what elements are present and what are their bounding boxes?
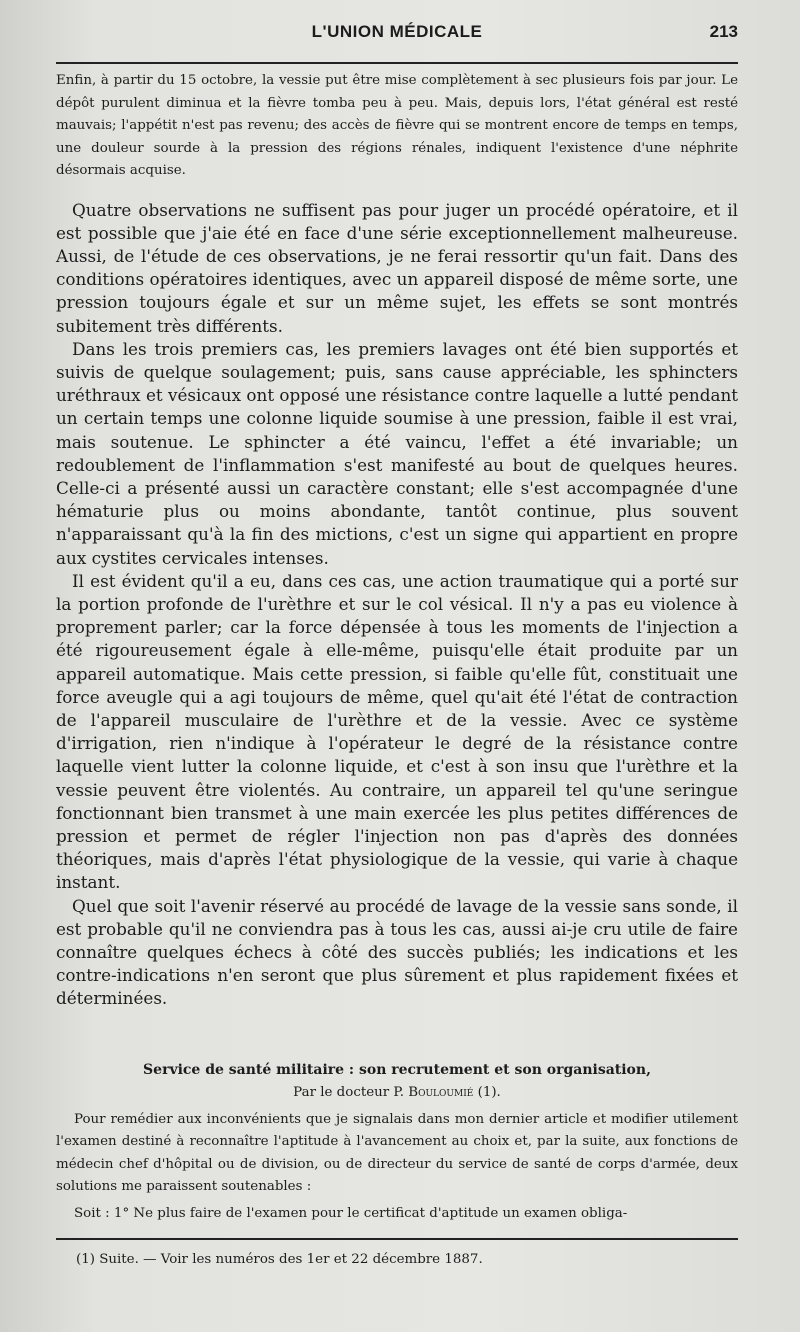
byline [56, 1081, 738, 1105]
byline-author: Bouloumié [408, 1084, 474, 1100]
body-paragraph: Quatre observations ne suffisent pas pour juger un procédé opératoire, et il est possible que j'aie été en face d'une série exceptionnellement malheureuse. Aussi, de l'étude de ces observations, je ne ferai ressortir qu'un fait. Dans des conditions opératoires identiques, avec un appareil disposé de même sorte, une pression toujours égale et sur un même sujet, les effets se sont montrés subitement très différents. [56, 199, 738, 336]
byline-prefix: Par le docteur P. [293, 1084, 404, 1100]
intro-paragraph: Enfin, à partir du 15 octobre, la vessie put être mise complètement à sec plusieurs fois par jour. Le dépôt purulent diminua et la fièvre tomba peu à peu. Mais, depuis lors, l'état général est resté mauvais; l'appétit n'est pas revenu; des accès de fièvre qui se montrent encore de temps en temps, une douleur sourde à la pression des régions rénales, indiquent l'existence d'une néphrite désormais acquise. [56, 73, 738, 178]
body-paragraph: Il est évident qu'il a eu, dans ces cas, une action traumatique qui a porté sur la portion profonde de l'urèthre et sur le col vésical. Il n'y a pas eu violence à proprement parler; car la force dépensée à tous les moments de l'injection a été rigoureusement égale à elle-même, puisqu'elle était produite par un appareil automatique. Mais cette pression, si faible qu'elle fût, constituait une force aveugle qui a agi toujours de même, quel qu'ait été l'état de contraction de l'appareil musculaire de l'urèthre et de la vessie. Avec ce système d'irrigation, rien n'indique à l'opérateur le degré de la résistance contre laquelle vient lutter la colonne liquide, et c'est à son insu que l'urèthre et la vessie peuvent être violentés. Au contraire, un appareil tel qu'une seringue fonctionnant bien transmet à une main exercée les plus petites différences de pression et permet de régler l'injection non pas d'après des données théoriques, mais d'après l'état physiologique de la vessie, qui varie à chaque instant. [56, 570, 738, 893]
header-rule [56, 62, 738, 64]
journal-title: L'UNION MÉDICALE [311, 22, 483, 41]
page-number: 213 [709, 22, 738, 41]
footnote: (1) Suite. — Voir les numéros des 1er et 22 décembre 1887. [76, 1252, 483, 1267]
running-head [56, 22, 738, 46]
footnote-rule [56, 1238, 738, 1240]
article-body [56, 70, 738, 1225]
section-title: Service de santé militaire : son recrutement et son organisation, [143, 1061, 651, 1078]
body-paragraph: Dans les trois premiers cas, les premiers lavages ont été bien supportés et suivis de quelque soulagement; puis, sans cause appréciable, les sphincters uréthraux et vésicaux ont opposé une résistance contre laquelle a lutté pendant un certain temps une colonne liquide soumise à une pression, faible il est vrai, mais soutenue. Le sphincter a été vaincu, l'effet a été invariable; un redoublement de l'inflammation s'est manifesté au bout de quelques heures. Celle-ci a présenté aussi un caractère constant; elle s'est accompagnée d'une hématurie plus ou moins abondante, tantôt continue, plus souvent n'apparaissant qu'à la fin des mictions, c'est un signe qui appartient en propre aux cystites cervicales intenses. [56, 338, 738, 568]
section-paragraph: Pour remédier aux inconvénients que je signalais dans mon dernier article et modifier utilement l'examen destiné à reconnaître l'aptitude à l'avancement au choix et, par la suite, aux fonctions de médecin chef d'hôpital ou de division, ou de directeur du service de santé de corps d'armée, deux solutions me paraissent soutenables : [56, 1111, 738, 1195]
byline-note: (1). [477, 1084, 501, 1100]
section-paragraph: Soit : 1° Ne plus faire de l'examen pour le certificat d'aptitude un examen obliga- [74, 1205, 628, 1221]
body-paragraph: Quel que soit l'avenir réservé au procédé de lavage de la vessie sans sonde, il est probable qu'il ne conviendra pas à tous les cas, aussi ai-je cru utile de faire connaître quelques échecs à côté des succès publiés; les indications et les contre-indications n'en seront que plus sûrement et plus rapidement fixées et déterminées. [56, 895, 738, 1009]
